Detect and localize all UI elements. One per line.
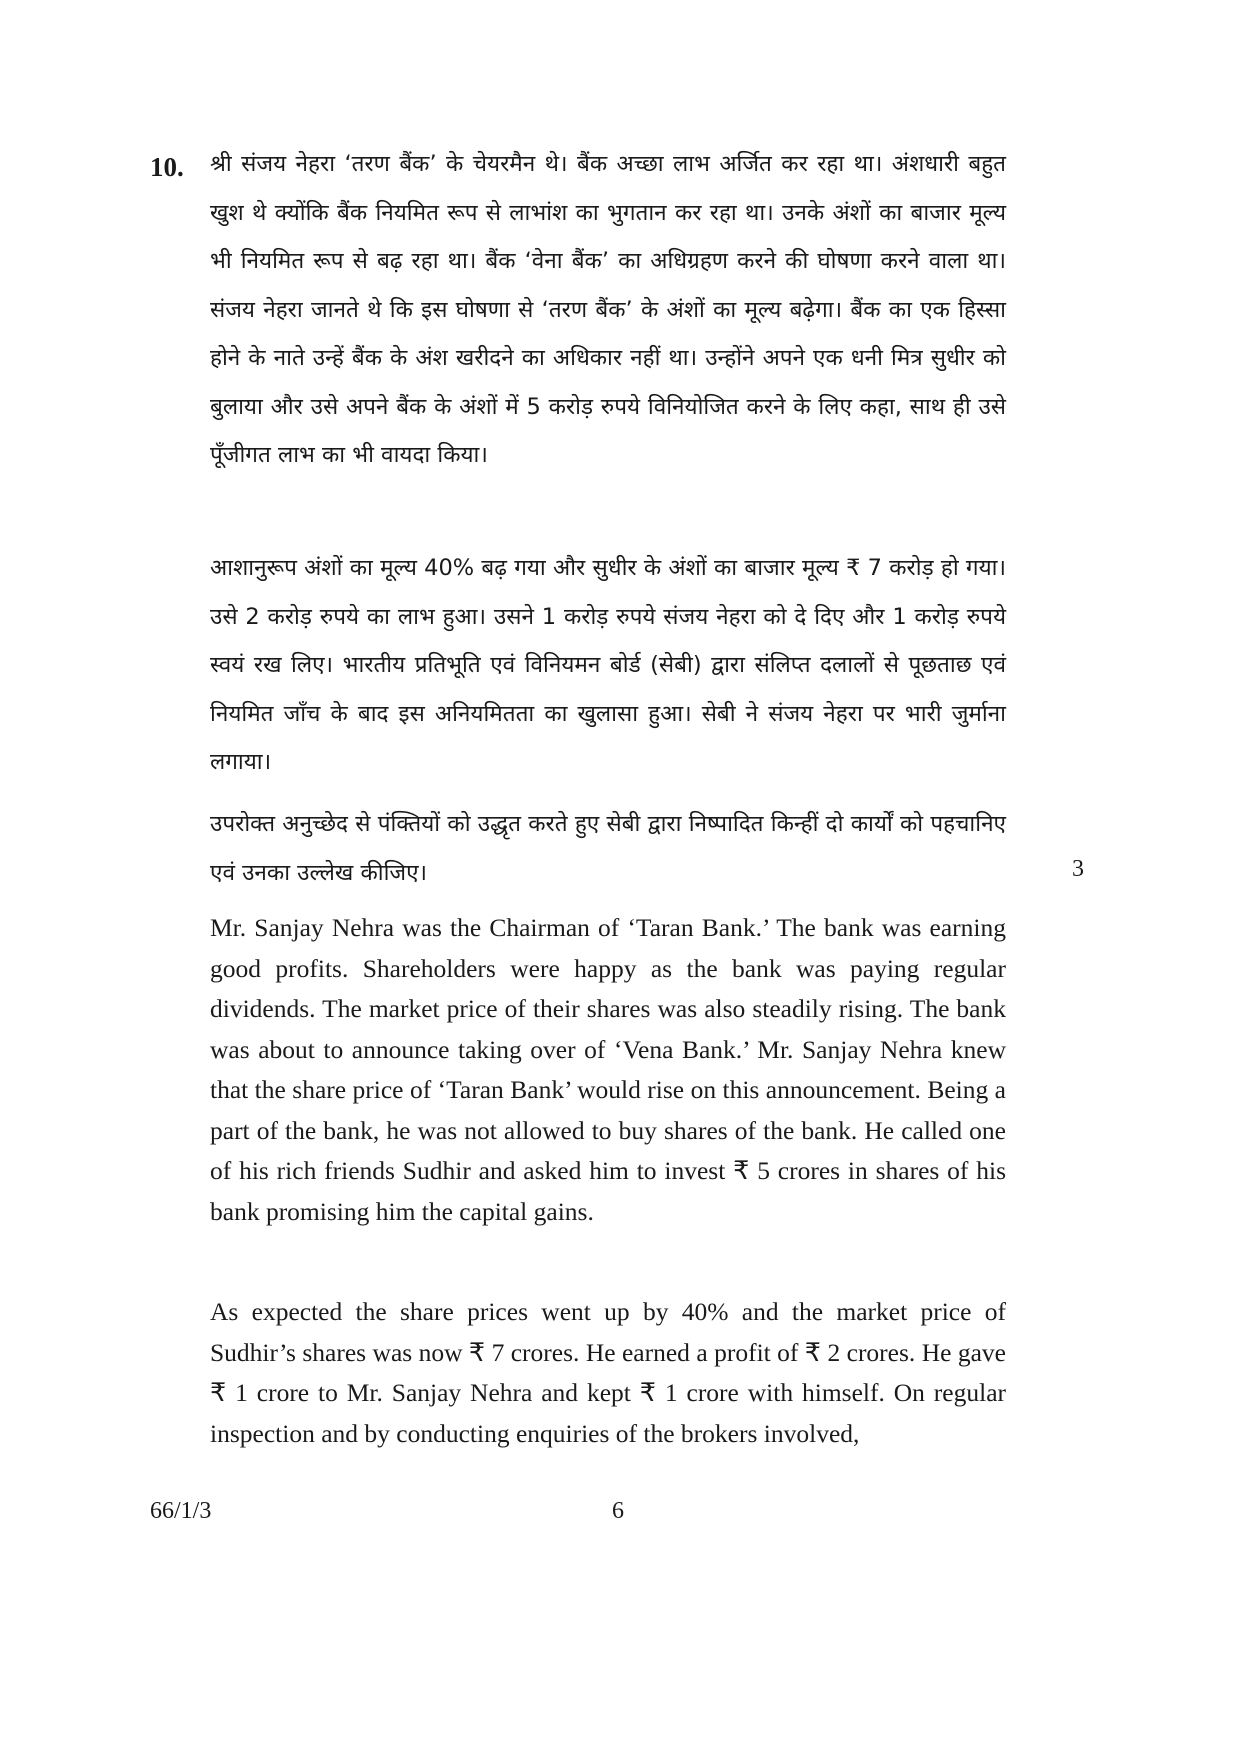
hindi-paragraph-2: आशानुरूप अंशों का मूल्य 40% बढ़ गया और सुधीर के अंशों का बाजार मूल्य ₹ 7 करोड़ हो गया। उसे 2 करोड़ रुपये का लाभ हुआ। उसने 1 करोड़ रुपये संजय नेहरा को दे दिए और 1 करोड़ रुपये स्वयं रख लिए। भारतीय प्रतिभूति एवं विनियमन बोर्ड (सेबी) द्वारा संलिप्त दलालों से पूछताछ एवं नियमित जाँच के बाद इस अनियमितता का खुलासा हुआ। सेबी ने संजय नेहरा पर भारी जुर्माना लगाया। bbox=[210, 555, 1006, 775]
english-paragraph-2: As expected the share prices went up by 40% and the market price of Sudhir’s shares was now ₹ 7 crores. He earned a profit of ₹ 2 crores. He gave ₹ 1 crore to Mr. Sanjay Nehra and kept ₹ 1 crore with himself. On regular inspection and by conducting enquiries of the brokers involved, bbox=[210, 1297, 1006, 1448]
question-number: 10. bbox=[150, 152, 184, 182]
hindi-question-block bbox=[210, 800, 1006, 897]
hindi-paragraph-1: श्री संजय नेहरा ‘तरण बैंक’ के चेयरमैन थे। बैंक अच्छा लाभ अर्जित कर रहा था। अंशधारी बहुत खुश थे क्योंकि बैंक नियमित रूप से लाभांश का भुगतान कर रहा था। उनके अंशों का बाजार मूल्य भी नियमित रूप से बढ़ रहा था। बैंक ‘वेना बैंक’ का अधिग्रहण करने की घोषणा करने वाला था। संजय नेहरा जानते थे कि इस घोषणा से ‘तरण बैंक’ के अंशों का मूल्य बढ़ेगा। बैंक का एक हिस्सा होने के नाते उन्हें बैंक के अंश खरीदने का अधिकार नहीं था। उन्होंने अपने एक धनी मित्र सुधीर को बुलाया और उसे अपने बैंक के अंशों में 5 करोड़ रुपये विनियोजित करने के लिए कहा, साथ ही उसे पूँजीगत लाभ का भी वायदा किया। bbox=[210, 151, 1006, 468]
paper-code: 66/1/3 bbox=[150, 1498, 212, 1524]
english-paragraph-1-block bbox=[210, 908, 1006, 1232]
english-paragraph-1: Mr. Sanjay Nehra was the Chairman of ‘Taran Bank.’ The bank was earning good profits. Shareholders were happy as the bank was paying regular dividends. The market price of their shares was also steadily rising. The bank was about to announce taking over of ‘Vena Bank.’ Mr. Sanjay Nehra knew that the share price of ‘Taran Bank’ would rise on this announcement. Being a part of the bank, he was not allowed to buy shares of the bank. He called one of his rich friends Sudhir and asked him to invest ₹ 5 crores in shares of his bank promising him the capital gains. bbox=[210, 913, 1006, 1226]
page-number: 6 bbox=[612, 1498, 624, 1524]
hindi-paragraph-1-block bbox=[210, 140, 1006, 480]
hindi-question-text: उपरोक्त अनुच्छेद से पंक्तियों को उद्धृत करते हुए सेबी द्वारा निष्पादित किन्हीं दो कार्यों को पहचानिए एवं उनका उल्लेख कीजिए। bbox=[210, 811, 1006, 886]
hindi-paragraph-2-block bbox=[210, 544, 1006, 787]
english-paragraph-2-block bbox=[210, 1292, 1006, 1454]
marks: 3 bbox=[1072, 856, 1084, 882]
